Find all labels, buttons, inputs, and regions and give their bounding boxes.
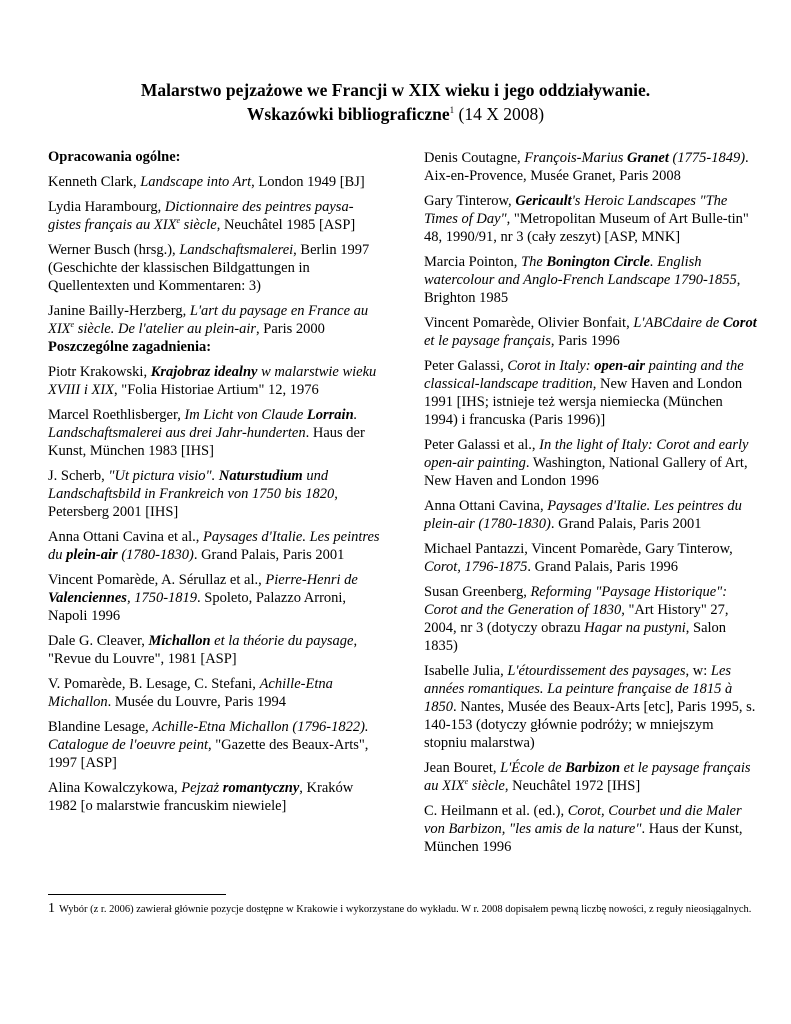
entry-text: . Grand Palais, Paris 1996 [527, 559, 679, 575]
entry-text: Bonington Circle [546, 254, 650, 270]
bibliography-entry [424, 662, 758, 752]
entry-text: Kenneth Clark, [48, 174, 141, 190]
entry-text: et le paysage français [424, 333, 551, 349]
entry-text: siècle [468, 778, 505, 794]
entry-text: Naturstudium [218, 468, 303, 484]
section-heading-specific: Poszczególne zagadnienia: [48, 339, 212, 355]
bibliography-entry [48, 675, 383, 711]
entry-text: Achille-Etna Michallon [48, 676, 333, 710]
entry-text: Corot, Courbet und die Maler von Barbizon, "les amis de la nature" [424, 803, 742, 837]
bibliography-entry [48, 241, 383, 295]
entry-text: romantyczny [222, 780, 300, 796]
entry-text: Vincent Pomarède, A. Sérullaz et al., [48, 572, 266, 588]
bibliography-entry [48, 571, 383, 625]
entry-text: , Paris 1996 [550, 333, 620, 349]
entry-text: , "Art History" 27, 2004, nr 3 (dotyczy obrazu [424, 602, 729, 636]
bibliography-entry [424, 314, 758, 350]
entry-text: e [176, 216, 181, 226]
entry-text: painting and the classical-landscape tradition [424, 358, 744, 392]
entry-text: , Petersberg 2001 [IHS] [48, 486, 338, 520]
entry-text: , Berlin 1997 (Geschichte der klassischen Bildgattungen in Quellentexten und Kommentaren: 3) [48, 242, 370, 294]
entry-text: . Washington, National Gallery of Art, New Haven and London 1996 [424, 455, 748, 489]
entry-text: Anna Ottani Cavina, [424, 498, 548, 514]
bibliography-entry [48, 718, 383, 772]
entry-text: Janine Bailly-Herzberg, [48, 303, 190, 319]
entry-text: , "Gazette des Beaux-Arts", 1997 [ASP] [48, 737, 369, 771]
entry-text: . Haus der Kunst, München 1996 [424, 821, 743, 855]
entry-text: Paysages d'Italie. Les peintres du [48, 529, 380, 563]
entry-text: Hagar na pustyni [584, 620, 686, 636]
bibliography-entry [48, 302, 383, 338]
entry-text: Im Licht von Claude [184, 407, 307, 423]
bibliography-entry [424, 759, 758, 795]
title-date: (14 X 2008) [458, 104, 545, 124]
entry-text: Peter Galassi et al., [424, 437, 540, 453]
entry-text: , Neuchâtel 1972 [IHS] [504, 778, 641, 794]
entry-text: Achille-Etna Michallon (1796-1822). Catalogue de l'oeuvre peint [48, 719, 369, 753]
entry-text: 's Heroic Landscapes "The Times of Day" [424, 193, 728, 227]
entry-text: et la théorie du paysage [210, 633, 354, 649]
entry-text: , Salon 1835) [424, 620, 727, 654]
entry-text: Reforming "Paysage Historique": Corot and the Generation of 1830 [424, 584, 728, 618]
entry-text: Corot, 1796-1875 [424, 559, 528, 575]
bibliography-entry [48, 363, 383, 399]
bibliography-entry [48, 528, 383, 564]
entry-text: , "Folia Historiae Artium" 12, 1976 [114, 382, 319, 398]
entry-text: . Landschaftsmalerei aus drei Jahr-hunderten [48, 407, 358, 441]
title-line-2-text: Wskazówki bibliograficzne [246, 104, 450, 124]
entry-text: open-air [594, 358, 645, 374]
section-heading-general: Opracowania ogólne: [48, 149, 181, 165]
entry-text: , New Haven and London 1991 [IHS; istnieje też wersja niemiecka (München 1994) i francuska (Paris 1996)] [424, 376, 743, 428]
entry-text: Denis Coutagne, [424, 150, 525, 166]
title-line-1: Malarstwo pejzażowe we Francji w XIX wieku i jego oddziaływanie. [140, 80, 651, 100]
entry-text: Valenciennes [48, 590, 127, 606]
entry-text: François-Marius [524, 150, 627, 166]
entry-text: Werner Busch (hrsg.), [48, 242, 180, 258]
entry-text: Pierre-Henri de [265, 572, 358, 588]
entry-text: . Grand Palais, Paris 2001 [550, 516, 702, 532]
entry-text: (1775-1849) [668, 150, 746, 166]
entry-text: Alina Kowalczykowa, [48, 780, 182, 796]
bibliography-entry [424, 149, 758, 185]
entry-text: w malarstwie wieku XVIII i XIX [48, 364, 377, 398]
entry-text: . Haus der Kunst, München 1983 [IHS] [48, 425, 365, 459]
entry-text: Landscape into Art [140, 174, 252, 190]
bibliography-entry [424, 802, 758, 856]
entry-text: . Grand Palais, Paris 2001 [193, 547, 345, 563]
entry-text: Corot [722, 315, 757, 331]
entry-text: , Brighton 1985 [424, 272, 741, 306]
entry-text: . Spoleto, Palazzo Arroni, Napoli 1996 [48, 590, 347, 624]
entry-text: Susan Greenberg, [424, 584, 531, 600]
entry-text: Blandine Lesage, [48, 719, 153, 735]
entry-text: Granet [627, 150, 669, 166]
entry-text: , Paris 2000 [256, 321, 325, 337]
entry-text: , London 1949 [BJ] [251, 174, 365, 190]
entry-text: , w: [685, 663, 711, 679]
specific-entries [48, 363, 383, 815]
left-column [48, 148, 383, 815]
entry-text: , "Metropolitan Museum of Art Bulle-tin" 48, 1990/91, nr 3 (cały zeszyt) [ASP, MNK] [424, 211, 749, 245]
entry-text: e [464, 777, 469, 787]
bibliography-entry [424, 357, 758, 429]
entry-text: plein-air [66, 547, 118, 563]
bibliography-entry [424, 583, 758, 655]
entry-text: . Aix-en-Provence, Musée Granet, Paris 2008 [424, 150, 749, 184]
right-column [424, 149, 758, 856]
entry-text: L'art du paysage en France au XIX [48, 303, 369, 337]
document-title [0, 78, 791, 126]
entry-text: Gary Tinterow, [424, 193, 516, 209]
title-footnote-mark: 1 [449, 105, 455, 116]
bibliography-entry [48, 467, 383, 521]
bibliography-entry [424, 192, 758, 246]
entry-text: , Neuchâtel 1985 [ASP] [216, 217, 356, 233]
bibliography-entry [48, 406, 383, 460]
title-line-2 [0, 102, 791, 126]
footnote-text: Wybór (z r. 2006) zawierał głównie pozycje dostępne w Krakowie i wykorzystane do wykładu. W r. 2008 dopisałem pewną liczbę nowości, z reguły nieosiągalnych. [59, 904, 752, 915]
entry-text: L'étourdissement des paysages [507, 663, 686, 679]
entry-text: Dale G. Cleaver, [48, 633, 149, 649]
entry-text: . Nantes, Musée des Beaux-Arts [etc], Paris 1995, s. 140-153 (dotyczy głównie podróży; w mniejszym stopniu malarstwa) [424, 699, 756, 751]
entry-text: Anna Ottani Cavina et al., [48, 529, 204, 545]
entry-text: et le paysage français au XIX [424, 760, 751, 794]
entry-text: Paysages d'Italie. Les peintres du plein-air (1780-1830) [424, 498, 742, 532]
entry-text: Isabelle Julia, [424, 663, 508, 679]
bibliography-entry [424, 540, 758, 576]
entry-text: siècle. De l'atelier au plein-air [74, 321, 256, 337]
entry-text: J. Scherb, [48, 468, 109, 484]
entry-text: Barbizon [565, 760, 621, 776]
footnote [48, 902, 758, 917]
footnote-number: 1 [48, 901, 55, 916]
right-entries [424, 149, 758, 856]
entry-text: Michael Pantazzi, Vincent Pomarède, Gary Tinterow, [424, 541, 733, 557]
entry-text: L'École de [500, 760, 566, 776]
bibliography-entry [48, 173, 383, 191]
entry-text: Gericault [515, 193, 572, 209]
entry-text: und Landschaftsbild in Frankreich von 1750 bis 1820 [48, 468, 335, 502]
bibliography-entry [48, 198, 383, 234]
entry-text: "Ut pictura visio". [108, 468, 219, 484]
bibliography-entry [424, 436, 758, 490]
entry-text: Dictionnaire des peintres paysa-gistes français au XIX [48, 199, 354, 233]
bibliography-entry [48, 632, 383, 668]
general-entries [48, 173, 383, 338]
entry-text: e [70, 320, 75, 330]
entry-text: Pejzaż [181, 780, 223, 796]
bibliography-entry [424, 253, 758, 307]
entry-text: Piotr Krakowski, [48, 364, 151, 380]
entry-text: Marcia Pointon, [424, 254, 522, 270]
entry-text: C. Heilmann et al. (ed.), [424, 803, 568, 819]
entry-text: Peter Galassi, [424, 358, 508, 374]
entry-text: Lorrain [306, 407, 354, 423]
entry-text: The [521, 254, 547, 270]
entry-text: Landschaftsmalerei [179, 242, 294, 258]
entry-text: Marcel Roethlisberger, [48, 407, 185, 423]
entry-text: , Kraków 1982 [o malarstwie francuskim niewiele] [48, 780, 354, 814]
entry-text: , 1750-1819 [126, 590, 198, 606]
bibliography-entry [48, 779, 383, 815]
entry-text: In the light of Italy: Corot and early open-air painting [424, 437, 749, 471]
entry-text: V. Pomarède, B. Lesage, C. Stefani, [48, 676, 260, 692]
entry-text: . Musée du Louvre, Paris 1994 [107, 694, 287, 710]
entry-text: Les années romantiques. La peinture française de 1815 à 1850 [424, 663, 733, 715]
entry-text: Krajobraz idealny [150, 364, 258, 380]
footnote-separator [48, 894, 226, 895]
entry-text: siècle [180, 217, 217, 233]
entry-text: L'ABCdaire de [633, 315, 723, 331]
entry-text: . English watercolour and Anglo-French Landscape 1790-1855 [424, 254, 737, 288]
entry-text: , "Revue du Louvre", 1981 [ASP] [48, 633, 358, 667]
entry-text: Jean Bouret, [424, 760, 501, 776]
bibliography-entry [424, 497, 758, 533]
entry-text: Corot in Italy: [507, 358, 595, 374]
entry-text: Vincent Pomarède, Olivier Bonfait, [424, 315, 634, 331]
entry-text: (1780-1830) [117, 547, 194, 563]
entry-text: Lydia Harambourg, [48, 199, 165, 215]
entry-text: Michallon [148, 633, 211, 649]
